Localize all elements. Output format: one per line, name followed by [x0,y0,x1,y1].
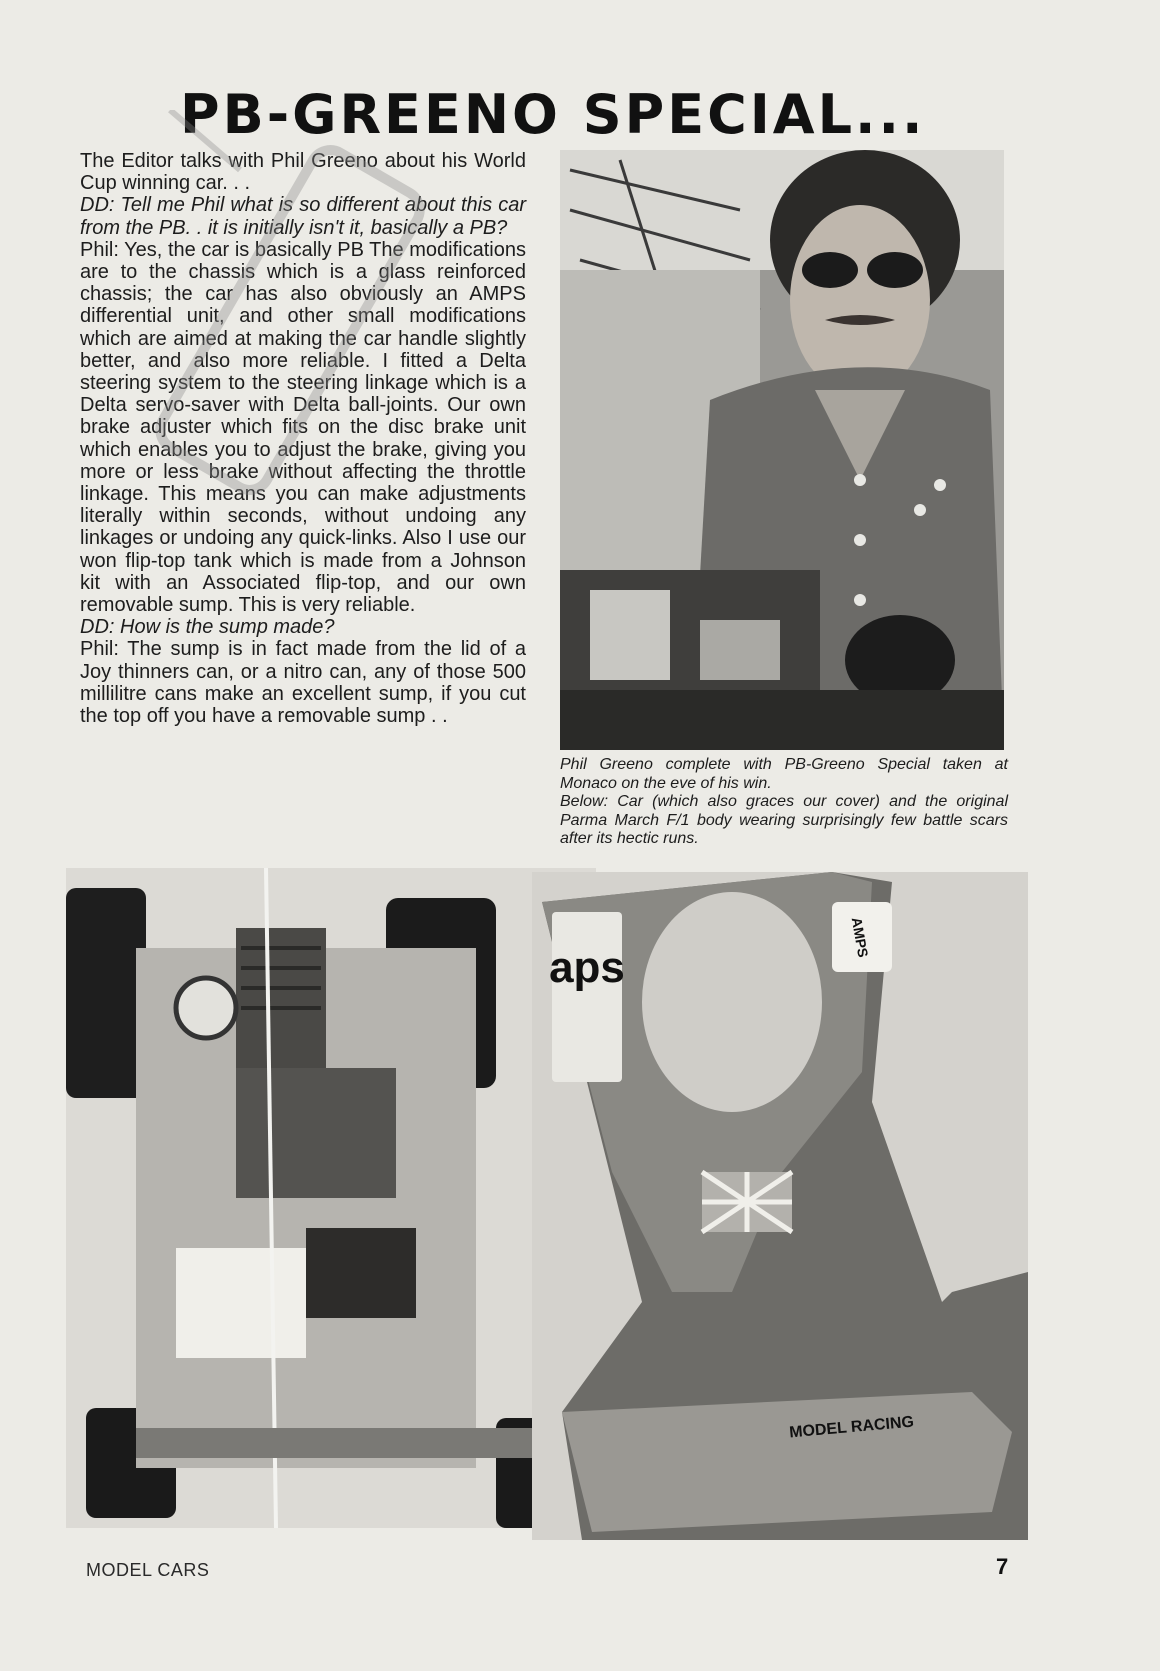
interview-question: DD: How is the sump made? [80,616,335,639]
sticker-aps: aps [549,943,625,992]
portrait-photo [560,150,1004,750]
photo-caption [560,756,1008,849]
sticker-amps: AMPS [848,916,872,959]
article-body [80,150,526,727]
interview-answer: Phil: The sump is in fact made from the lid of a Joy thinners can, or a nitro can, any of those 500 millilitre cans make an excellent sump, if you cut the top off you have a removable sump . . [80,638,526,728]
magazine-name: MODEL CARS [86,1560,210,1580]
below-caption: Below: Car (which also graces our cover) and the original Parma March F/1 body wearing surprisingly few battle scars after its hectic runs. [560,793,1008,847]
portrait-caption: Phil Greeno complete with PB-Greeno Special taken at Monaco on the eve of his win. [560,756,1008,792]
article-title: PB-GREENO SPECIAL... [180,83,926,146]
interview-answer: Phil: Yes, the car is basically PB The modifications are to the chassis which is a glass reinforced chassis; the car has also obviously an AMPS differential unit, and other small modifications which are aimed at making the car handle slightly better, and also more reliable. I fitted a Delta steering system to the steering linkage which is a Delta servo-saver with Delta ball-joints. Our own brake adjuster which fits on the disc brake unit which enables you to adjust the brake, giving you more or less brake without affecting the throttle linkage. This means you can make adjustments literally within seconds, without undoing any linkages or undoing any quick-links. Also I use our won flip-top tank which is made from a Johnson kit with an Associated flip-top, and our own removable sump. This is very reliable. [80,238,526,617]
page-number: 7 [996,1554,1009,1579]
nose-model-racing: MODEL RACING [788,1413,915,1442]
interview-question: DD: Tell me Phil what is so different about this car from the PB. . it is initially isn't it, basically a PB? [80,194,526,239]
car-body-photo [532,872,1028,1540]
article-paragraph: The Editor talks with Phil Greeno about his World Cup winning car. . . [80,150,526,195]
chassis-photo [66,868,596,1528]
